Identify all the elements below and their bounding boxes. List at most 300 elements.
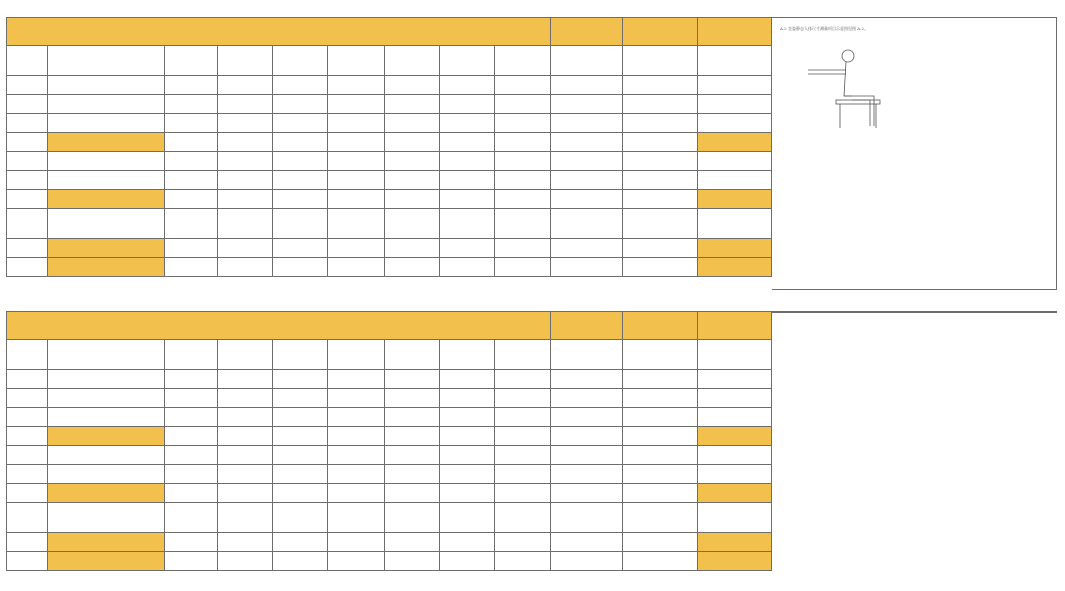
value-cell: [164, 484, 217, 503]
value-cell: [217, 258, 272, 277]
value-cell: [384, 76, 439, 95]
table-header-row: [7, 18, 772, 46]
value-cell: [328, 427, 384, 446]
range-cell: [698, 258, 772, 277]
row-name: [47, 503, 164, 533]
percentile-header: [217, 46, 272, 76]
value-cell: [495, 370, 550, 389]
value-cell: [217, 171, 272, 190]
row-index: [7, 258, 48, 277]
table-row: [7, 133, 772, 152]
value-cell: [440, 408, 495, 427]
table-row: [7, 114, 772, 133]
value-cell: [384, 503, 439, 533]
range-cell: [550, 209, 623, 239]
value-cell: [440, 465, 495, 484]
row-name: [47, 258, 164, 277]
table-header-row: [7, 312, 772, 340]
percentile-header: [495, 46, 550, 76]
range-cell: [550, 465, 623, 484]
row-name: [47, 533, 164, 552]
range-cell: [550, 533, 623, 552]
value-cell: [217, 552, 272, 571]
range-cell: [698, 114, 772, 133]
table-row: [7, 95, 772, 114]
value-cell: [495, 408, 550, 427]
range-header: [698, 18, 772, 46]
value-cell: [384, 95, 439, 114]
value-cell: [164, 152, 217, 171]
row-index: [7, 370, 48, 389]
range-cell: [698, 133, 772, 152]
table-subheader-row: [7, 340, 772, 370]
range-cell: [550, 190, 623, 209]
value-cell: [273, 95, 328, 114]
range-cell: [550, 446, 623, 465]
value-cell: [328, 95, 384, 114]
value-cell: [495, 209, 550, 239]
row-index: [7, 465, 48, 484]
row-index: [7, 552, 48, 571]
value-cell: [217, 114, 272, 133]
value-cell: [328, 114, 384, 133]
percentile-header: [440, 46, 495, 76]
range-header: [550, 18, 623, 46]
range-subheader: [623, 46, 698, 76]
value-cell: [164, 76, 217, 95]
value-cell: [495, 503, 550, 533]
value-cell: [164, 370, 217, 389]
range-cell: [550, 408, 623, 427]
range-cell: [623, 370, 698, 389]
value-cell: [384, 533, 439, 552]
range-cell: [698, 389, 772, 408]
range-cell: [698, 171, 772, 190]
value-cell: [495, 552, 550, 571]
range-subheader: [698, 340, 772, 370]
percentile-header: [164, 46, 217, 76]
table-row: [7, 533, 772, 552]
value-cell: [273, 76, 328, 95]
value-cell: [273, 239, 328, 258]
value-cell: [440, 389, 495, 408]
percentile-header: [328, 46, 384, 76]
range-cell: [550, 171, 623, 190]
row-name: [47, 95, 164, 114]
table-title: [7, 312, 551, 340]
table-row: [7, 389, 772, 408]
value-cell: [217, 408, 272, 427]
value-cell: [384, 465, 439, 484]
range-cell: [698, 95, 772, 114]
value-cell: [440, 114, 495, 133]
range-cell: [550, 76, 623, 95]
range-cell: [698, 370, 772, 389]
value-cell: [273, 190, 328, 209]
percentile-header: [384, 46, 439, 76]
row-index: [7, 239, 48, 258]
row-index: [7, 408, 48, 427]
value-cell: [164, 114, 217, 133]
value-cell: [495, 76, 550, 95]
value-cell: [328, 171, 384, 190]
row-index: [7, 190, 48, 209]
figure-panel: [772, 311, 1057, 313]
range-cell: [623, 408, 698, 427]
row-name: [47, 152, 164, 171]
range-cell: [698, 408, 772, 427]
range-cell: [698, 152, 772, 171]
value-cell: [384, 552, 439, 571]
value-cell: [440, 258, 495, 277]
range-cell: [698, 239, 772, 258]
col-index-header: [7, 340, 48, 370]
value-cell: [495, 114, 550, 133]
value-cell: [164, 503, 217, 533]
range-cell: [550, 389, 623, 408]
value-cell: [328, 552, 384, 571]
col-name-header: [47, 46, 164, 76]
value-cell: [384, 370, 439, 389]
value-cell: [164, 133, 217, 152]
value-cell: [440, 427, 495, 446]
row-index: [7, 427, 48, 446]
value-cell: [164, 552, 217, 571]
row-index: [7, 114, 48, 133]
range-cell: [623, 209, 698, 239]
value-cell: [164, 427, 217, 446]
range-cell: [623, 190, 698, 209]
value-cell: [440, 370, 495, 389]
value-cell: [164, 95, 217, 114]
range-cell: [623, 533, 698, 552]
value-cell: [328, 533, 384, 552]
value-cell: [217, 427, 272, 446]
range-cell: [550, 484, 623, 503]
value-cell: [440, 503, 495, 533]
row-name: [47, 370, 164, 389]
range-cell: [623, 465, 698, 484]
row-index: [7, 209, 48, 239]
table-row: [7, 209, 772, 239]
figure-panel: [772, 17, 1057, 290]
row-name: [47, 408, 164, 427]
table-row: [7, 552, 772, 571]
range-subheader: [550, 340, 623, 370]
range-cell: [698, 446, 772, 465]
table-row: [7, 152, 772, 171]
value-cell: [384, 190, 439, 209]
range-cell: [550, 133, 623, 152]
table-row: [7, 171, 772, 190]
value-cell: [495, 465, 550, 484]
value-cell: [384, 133, 439, 152]
range-cell: [698, 209, 772, 239]
value-cell: [217, 446, 272, 465]
range-cell: [550, 427, 623, 446]
value-cell: [384, 389, 439, 408]
value-cell: [273, 427, 328, 446]
range-cell: [550, 370, 623, 389]
table-row: [7, 465, 772, 484]
table-row: [7, 446, 772, 465]
range-subheader: [550, 46, 623, 76]
value-cell: [328, 209, 384, 239]
table-row: [7, 76, 772, 95]
value-cell: [495, 258, 550, 277]
value-cell: [328, 76, 384, 95]
value-cell: [217, 484, 272, 503]
row-name: [47, 427, 164, 446]
value-cell: [217, 465, 272, 484]
value-cell: [217, 76, 272, 95]
range-subheader: [698, 46, 772, 76]
percentile-header: [273, 340, 328, 370]
table-row: [7, 484, 772, 503]
range-cell: [698, 190, 772, 209]
value-cell: [440, 533, 495, 552]
value-cell: [495, 95, 550, 114]
value-cell: [440, 209, 495, 239]
row-index: [7, 389, 48, 408]
table-subheader-row: [7, 46, 772, 76]
range-cell: [550, 239, 623, 258]
row-name: [47, 465, 164, 484]
value-cell: [384, 152, 439, 171]
range-cell: [623, 76, 698, 95]
percentile-header: [217, 340, 272, 370]
table-row: [7, 258, 772, 277]
range-cell: [550, 95, 623, 114]
value-cell: [440, 552, 495, 571]
range-header: [623, 18, 698, 46]
row-index: [7, 76, 48, 95]
value-cell: [495, 389, 550, 408]
range-cell: [623, 239, 698, 258]
value-cell: [273, 114, 328, 133]
value-cell: [273, 408, 328, 427]
value-cell: [440, 133, 495, 152]
value-cell: [164, 389, 217, 408]
value-cell: [440, 152, 495, 171]
value-cell: [384, 484, 439, 503]
row-name: [47, 484, 164, 503]
range-cell: [623, 427, 698, 446]
value-cell: [495, 152, 550, 171]
range-cell: [698, 76, 772, 95]
range-header: [623, 312, 698, 340]
value-cell: [217, 503, 272, 533]
value-cell: [217, 190, 272, 209]
col-name-header: [47, 340, 164, 370]
value-cell: [440, 446, 495, 465]
table-row: [7, 408, 772, 427]
value-cell: [384, 114, 439, 133]
value-cell: [495, 427, 550, 446]
value-cell: [217, 389, 272, 408]
percentile-header: [273, 46, 328, 76]
percentile-header: [164, 340, 217, 370]
range-cell: [623, 503, 698, 533]
row-index: [7, 446, 48, 465]
range-cell: [550, 114, 623, 133]
value-cell: [328, 190, 384, 209]
value-cell: [328, 484, 384, 503]
value-cell: [328, 133, 384, 152]
value-cell: [328, 152, 384, 171]
range-cell: [550, 503, 623, 533]
row-name: [47, 239, 164, 258]
range-cell: [623, 171, 698, 190]
row-index: [7, 152, 48, 171]
value-cell: [273, 552, 328, 571]
value-cell: [217, 152, 272, 171]
value-cell: [440, 484, 495, 503]
row-name: [47, 389, 164, 408]
range-cell: [623, 133, 698, 152]
percentile-header: [495, 340, 550, 370]
value-cell: [273, 389, 328, 408]
value-cell: [164, 190, 217, 209]
row-index: [7, 133, 48, 152]
range-cell: [698, 533, 772, 552]
value-cell: [217, 95, 272, 114]
row-name: [47, 446, 164, 465]
value-cell: [384, 171, 439, 190]
value-cell: [328, 503, 384, 533]
range-cell: [550, 552, 623, 571]
table-row: [7, 370, 772, 389]
value-cell: [273, 209, 328, 239]
range-cell: [623, 152, 698, 171]
value-cell: [164, 408, 217, 427]
value-cell: [328, 258, 384, 277]
value-cell: [440, 171, 495, 190]
value-cell: [328, 408, 384, 427]
value-cell: [495, 446, 550, 465]
value-cell: [273, 484, 328, 503]
value-cell: [164, 171, 217, 190]
range-cell: [698, 465, 772, 484]
range-cell: [698, 427, 772, 446]
value-cell: [273, 258, 328, 277]
range-cell: [623, 552, 698, 571]
percentile-header: [440, 340, 495, 370]
range-header: [550, 312, 623, 340]
range-cell: [698, 503, 772, 533]
percentile-header: [328, 340, 384, 370]
value-cell: [384, 239, 439, 258]
value-cell: [495, 171, 550, 190]
row-name: [47, 209, 164, 239]
value-cell: [273, 446, 328, 465]
range-cell: [623, 95, 698, 114]
value-cell: [328, 446, 384, 465]
row-name: [47, 114, 164, 133]
range-cell: [623, 258, 698, 277]
row-index: [7, 484, 48, 503]
value-cell: [217, 209, 272, 239]
range-cell: [623, 389, 698, 408]
value-cell: [495, 484, 550, 503]
value-cell: [164, 533, 217, 552]
value-cell: [328, 389, 384, 408]
value-cell: [217, 370, 272, 389]
col-index-header: [7, 46, 48, 76]
row-name: [47, 552, 164, 571]
value-cell: [384, 446, 439, 465]
table-row: [7, 427, 772, 446]
value-cell: [440, 76, 495, 95]
row-name: [47, 133, 164, 152]
figure-drawings: [808, 50, 880, 128]
range-cell: [550, 258, 623, 277]
value-cell: [328, 465, 384, 484]
value-cell: [495, 133, 550, 152]
value-cell: [273, 370, 328, 389]
percentile-header: [384, 340, 439, 370]
value-cell: [440, 190, 495, 209]
value-cell: [164, 239, 217, 258]
value-cell: [384, 209, 439, 239]
value-cell: [273, 152, 328, 171]
value-cell: [328, 239, 384, 258]
value-cell: [164, 258, 217, 277]
value-cell: [495, 190, 550, 209]
value-cell: [217, 239, 272, 258]
data-table: [6, 311, 772, 571]
figure-caption: A.2 坐姿静态人体尺寸测量项目示意图见图 A.2。: [780, 26, 868, 31]
value-cell: [440, 95, 495, 114]
value-cell: [273, 503, 328, 533]
data-table: [6, 17, 772, 277]
range-header: [698, 312, 772, 340]
value-cell: [273, 171, 328, 190]
value-cell: [384, 427, 439, 446]
row-index: [7, 533, 48, 552]
range-cell: [698, 552, 772, 571]
measurement-figure: [772, 18, 1056, 289]
value-cell: [495, 533, 550, 552]
table-row: [7, 190, 772, 209]
range-cell: [623, 446, 698, 465]
range-subheader: [623, 340, 698, 370]
row-index: [7, 503, 48, 533]
row-name: [47, 190, 164, 209]
row-index: [7, 95, 48, 114]
value-cell: [384, 258, 439, 277]
table-row: [7, 239, 772, 258]
range-cell: [623, 114, 698, 133]
row-name: [47, 76, 164, 95]
value-cell: [164, 446, 217, 465]
table-title: [7, 18, 551, 46]
value-cell: [217, 133, 272, 152]
range-cell: [698, 484, 772, 503]
value-cell: [273, 533, 328, 552]
value-cell: [384, 408, 439, 427]
range-cell: [623, 484, 698, 503]
range-cell: [550, 152, 623, 171]
value-cell: [440, 239, 495, 258]
value-cell: [495, 239, 550, 258]
row-index: [7, 171, 48, 190]
value-cell: [164, 209, 217, 239]
value-cell: [328, 370, 384, 389]
value-cell: [273, 133, 328, 152]
table-row: [7, 503, 772, 533]
row-name: [47, 171, 164, 190]
